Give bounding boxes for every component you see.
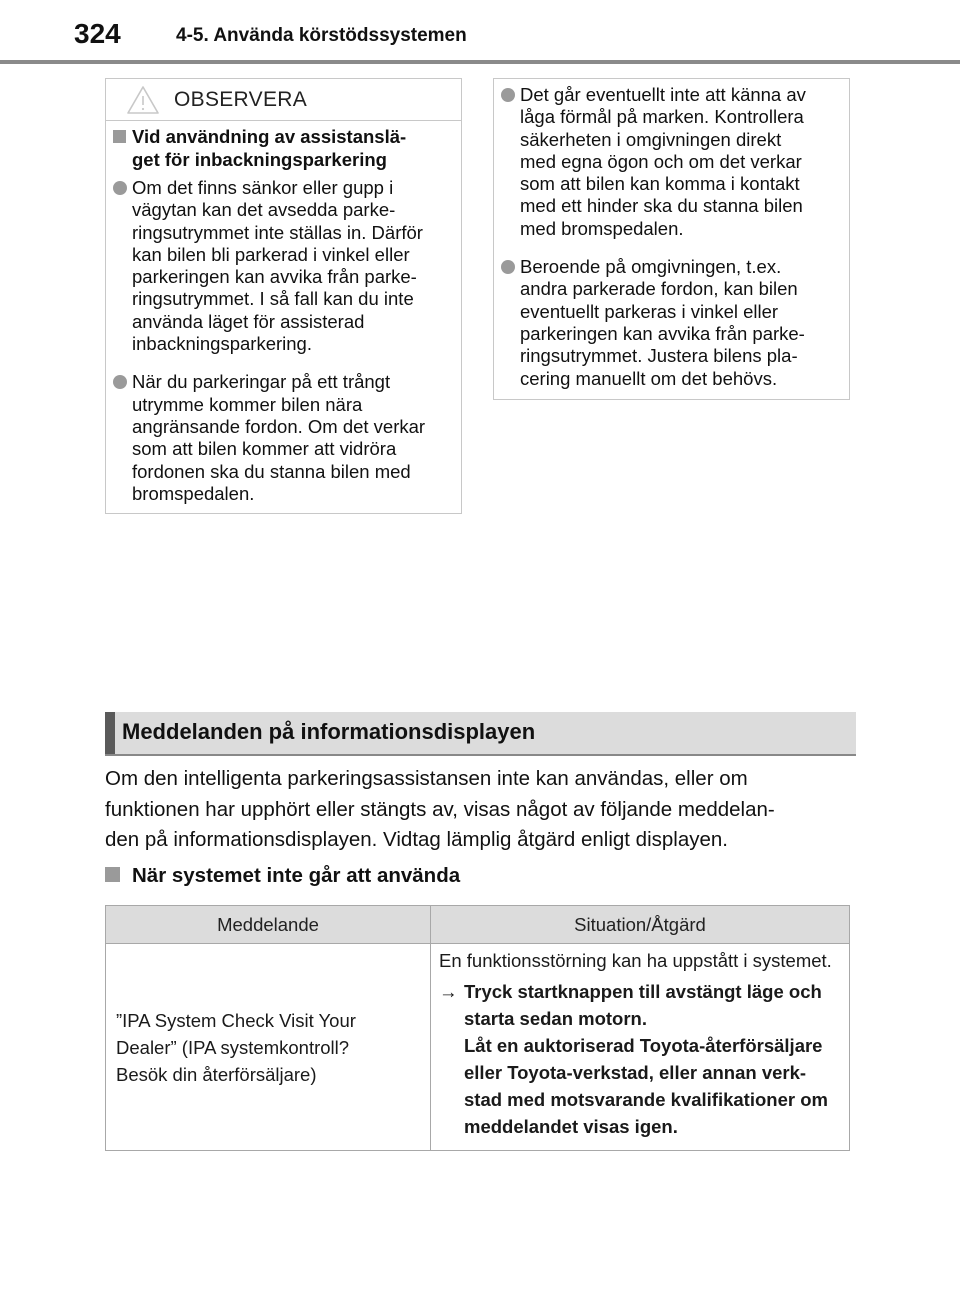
arrow-right-icon: → <box>439 981 458 1002</box>
list-item: När du parkeringar på ett trångt utrymme kommer bilen nära angränsande fordon. Om det verkar som att bilen kommer att vidröra fordonen ska du stanna bilen med bromspedalen. <box>106 371 461 505</box>
action-steps: → Tryck startknappen till avstängt läge och starta sedan motorn. Låt en auktoriserad Toyota-återförsäljare eller Toyota-verkstad, eller annan verk- stad med motsvarande kvalifikationer om meddelandet visas igen. <box>439 978 843 1140</box>
observera-subheading: Vid användning av assistanslä- get för inbackningsparkering <box>106 125 461 171</box>
observera-header <box>106 79 461 121</box>
page-header <box>0 0 960 64</box>
square-bullet-icon <box>113 130 126 143</box>
table-row <box>106 944 850 1151</box>
intro-paragraph: Om den intelligenta parkeringsassistansen inte kan användas, eller om funktionen har upphört eller stängts av, visas något av följande meddelan- den på informationsdisplayen. Vidtag lämplig åtgärd enligt displayen. <box>105 767 775 851</box>
heading-accent <box>105 712 115 755</box>
list-item: Beroende på omgivningen, t.ex. andra parkerade fordon, kan bilen eventuellt parkeras i vinkel eller parkeringen kan avvika från parke- ringsutrymmet. Justera bilens pla- cering manuellt om det behövs. <box>494 256 849 390</box>
list-item: Om det finns sänkor eller gupp i vägytan kan det avsedda parke- ringsutrymmet inte ställas in. Därför kan bilen bli parkerad i vinkel eller parkeringen kan avvika från parke- ringsutrymmet. I så fall kan du inte använda läget för assisterad inbackningsparkering. <box>106 177 461 355</box>
message-cell: ”IPA System Check Visit Your Dealer” (IPA systemkontroll? Besök din återförsäljare) <box>106 944 431 1151</box>
column-header-situation: Situation/Åtgärd <box>431 906 850 944</box>
column-header-message: Meddelande <box>106 906 431 944</box>
section-title: 4-5. Använda körstödssystemen <box>176 25 467 46</box>
circle-bullet-icon <box>113 181 127 195</box>
list-item: Det går eventuellt inte att känna av låga förmål på marken. Kontrollera säkerheten i omgivningen direkt med egna ögon och om det verkar som att bilen kan komma i kontakt med ett hinder ska du stanna bilen med bromspedalen. <box>494 84 849 240</box>
section-heading-text: Meddelanden på informationsdisplayen <box>122 719 536 744</box>
header-divider <box>0 60 960 64</box>
message-table <box>105 905 850 1151</box>
section-heading <box>105 712 856 755</box>
observera-box-continued <box>493 78 850 400</box>
square-bullet-icon <box>105 867 120 882</box>
situation-text: En funktionsstörning kan ha uppstått i systemet. <box>439 950 832 971</box>
circle-bullet-icon <box>113 375 127 389</box>
circle-bullet-icon <box>501 88 515 102</box>
table-header-row <box>106 906 850 944</box>
observera-box <box>105 78 462 514</box>
page-number: 324 <box>74 18 121 49</box>
heading-underline <box>105 754 856 756</box>
observera-title: OBSERVERA <box>174 88 308 111</box>
circle-bullet-icon <box>501 260 515 274</box>
subheading: När systemet inte går att använda <box>105 864 460 888</box>
warning-triangle-icon <box>126 85 160 115</box>
situation-cell <box>431 944 850 1151</box>
